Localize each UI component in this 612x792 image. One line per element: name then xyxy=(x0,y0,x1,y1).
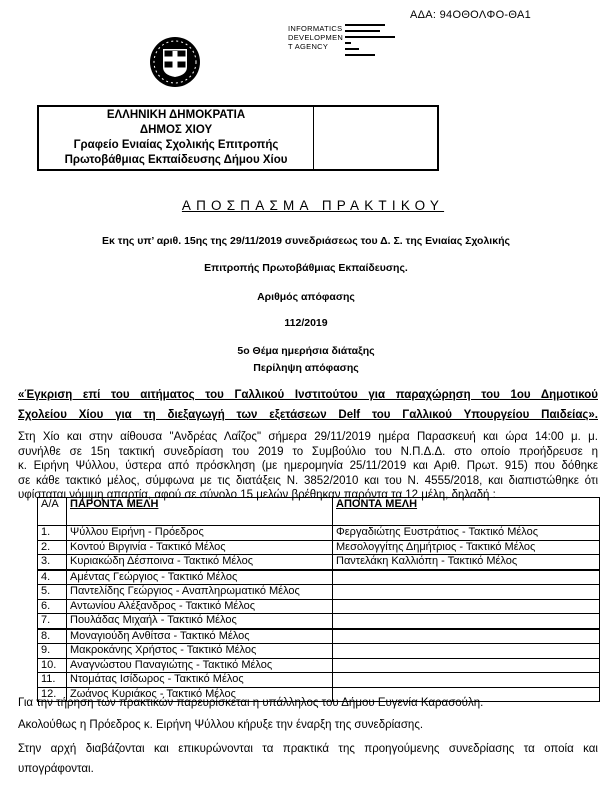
row-index: 12. xyxy=(38,687,67,702)
absent-member xyxy=(333,570,600,585)
absent-member: Παντελάκη Καλλιόπη - Τακτικό Μέλος xyxy=(333,555,600,570)
document-title: ΑΠΟΣΠΑΣΜΑ ΠΡΑΚΤΙΚΟΥ xyxy=(181,198,445,213)
column-header-index: Α/Α xyxy=(38,498,67,526)
row-index: 1. xyxy=(38,526,67,541)
stamp-line: T AGENCY xyxy=(288,42,329,51)
row-index: 2. xyxy=(38,540,67,555)
stamp-line: DEVELOPMEN xyxy=(288,33,344,42)
issuer-block xyxy=(39,107,314,169)
absent-member xyxy=(333,644,600,659)
absent-member: Μεσολογγίτης Δημήτριος - Τακτικό Μέλος xyxy=(333,540,600,555)
table-row xyxy=(38,644,600,659)
present-member: Μακροκάνης Χρήστος - Τακτικό Μέλος xyxy=(67,644,333,659)
closing-line-1: Για την τήρηση των πρακτικών παρευρίσκεται η υπάλληλος του Δήμου Ευγενία Καρασούλη. xyxy=(18,697,484,709)
present-member: Κυριακώδη Δέσποινα - Τακτικό Μέλος xyxy=(67,555,333,570)
meeting-line-2: Επιτροπής Πρωτοβάθμιας Εκπαίδευσης. xyxy=(204,262,408,274)
table-row xyxy=(38,555,600,570)
row-index: 5. xyxy=(38,585,67,600)
row-index: 6. xyxy=(38,599,67,614)
paragraph-line: σε κάθε τακτικό μέλος, σύμφωνα με τις διατάξεις Ν. 3852/2010 και του Ν. 4555/2018, και διαπιστώθηκε ότι xyxy=(18,475,598,487)
absent-member xyxy=(333,658,600,673)
absent-member: Φεργαδιώτης Ευστράτιος - Τακτικό Μέλος xyxy=(333,526,600,541)
ada-code: ΑΔΑ: 94ΟΘΟΛΦΟ-ΘΑ1 xyxy=(410,9,532,21)
absent-member xyxy=(333,585,600,600)
summary-label: Περίληψη απόφασης xyxy=(253,362,359,374)
table-header-row xyxy=(38,498,600,526)
present-member: Ψύλλου Ειρήνη - Πρόεδρος xyxy=(67,526,333,541)
meeting-line-1: Εκ της υπ’ αριθ. 15ης της 29/11/2019 συνεδριάσεως του Δ. Σ. της Ενιαίας Σχολικής xyxy=(102,235,510,247)
decision-number: 112/2019 xyxy=(284,317,328,329)
digital-signature-stamp xyxy=(288,24,343,51)
issuer-line: ΕΛΛΗΝΙΚΗ ΔΗΜΟΚΡΑΤΙΑ xyxy=(106,109,246,121)
present-member: Αναγνώστου Παναγιώτης - Τακτικό Μέλος xyxy=(67,658,333,673)
subject-line-1: «Έγκριση επί του αιτήματος του Γαλλικού Ινστιτούτου για παραχώρηση του 1ου Δημοτικού xyxy=(18,389,598,401)
closing-line-4: υπογράφονται. xyxy=(18,763,94,775)
table-row xyxy=(38,614,600,629)
table-row xyxy=(38,629,600,644)
paragraph-line: Στη Χίο και στην αίθουσα "Ανδρέας Λαΐζος" σήμερα 29/11/2019 ημέρα Παρασκευή και ώρα 14:00 μ. μ. xyxy=(18,431,598,443)
present-member: Μοναγιούδη Ανθίτσα - Τακτικό Μέλος xyxy=(67,629,333,644)
table-row xyxy=(38,526,600,541)
row-index: 11. xyxy=(38,673,67,688)
row-index: 3. xyxy=(38,555,67,570)
table-row xyxy=(38,585,600,600)
row-index: 9. xyxy=(38,644,67,659)
stamp-line: INFORMATICS xyxy=(288,24,343,33)
table-row xyxy=(38,540,600,555)
paragraph-line: κ. Ειρήνη Ψύλλου, ύστερα από πρόσκληση (με ημερομηνία 25/11/2019 και Αριθ. Πρωτ. 915) που δόθηκε xyxy=(18,460,598,472)
members-table xyxy=(37,497,600,702)
row-index: 10. xyxy=(38,658,67,673)
signature-details-icon xyxy=(345,24,400,69)
row-index: 7. xyxy=(38,614,67,629)
present-member: Αντωνίου Αλέξανδρος - Τακτικό Μέλος xyxy=(67,599,333,614)
present-member: Πουλάδας Μιχαήλ - Τακτικό Μέλος xyxy=(67,614,333,629)
column-header-absent: ΑΠΟΝΤΑ ΜΕΛΗ xyxy=(333,498,600,526)
present-member: Ζωάνος Κυριάκος - Τακτικό Μέλος xyxy=(67,687,333,702)
present-member: Κοντού Βιργινία - Τακτικό Μέλος xyxy=(67,540,333,555)
table-row xyxy=(38,570,600,585)
issuer-line: ΔΗΜΟΣ ΧΙΟΥ xyxy=(139,124,213,136)
paragraph-line: συνήλθε σε 15η τακτική συνεδρίαση του 2019 το Συμβούλιο του Ν.Π.Δ.Δ. στο οποίο προήδρευσε η xyxy=(18,446,598,458)
subject-line-2: Σχολείου Χίου για τη διεξαγωγή των εξετάσεων Delf του Γαλλικού Υπουργείου Παιδείας». xyxy=(18,409,598,421)
greek-emblem-icon xyxy=(148,35,202,89)
absent-member xyxy=(333,629,600,644)
column-header-present: ΠΑΡΟΝΤΑ ΜΕΛΗ xyxy=(67,498,333,526)
present-member: Αμέντας Γεώργιος - Τακτικό Μέλος xyxy=(67,570,333,585)
decision-label: Αριθμός απόφασης xyxy=(257,291,355,303)
table-row xyxy=(38,658,600,673)
agenda-item: 5ο Θέμα ημερήσια διάταξης xyxy=(237,345,375,357)
header-box xyxy=(37,105,439,171)
closing-line-3: Στην αρχή διαβάζονται και επικυρώνονται τα πρακτικά της προηγούμενης συνεδρίασης τα οποία και xyxy=(18,743,598,755)
table-row xyxy=(38,673,600,688)
paragraph-line: υφίσταται νόμιμη απαρτία, αφού σε σύνολο 15 μελών βρέθηκαν παρόντα τα 12 μέλη, δηλαδή : xyxy=(18,489,496,501)
absent-member xyxy=(333,614,600,629)
row-index: 4. xyxy=(38,570,67,585)
issuer-line: Πρωτοβάθμιας Εκπαίδευσης Δήμου Χίου xyxy=(64,154,288,166)
present-member: Παντελίδης Γεώργιος - Αναπληρωματικό Μέλος xyxy=(67,585,333,600)
row-index: 8. xyxy=(38,629,67,644)
closing-line-2: Ακολούθως η Πρόεδρος κ. Ειρήνη Ψύλλου κήρυξε την έναρξη της συνεδρίασης. xyxy=(18,719,424,731)
present-member: Ντομάτας Ισίδωρος - Τακτικό Μέλος xyxy=(67,673,333,688)
issuer-line: Γραφείο Ενιαίας Σχολικής Επιτροπής xyxy=(73,139,279,151)
absent-member xyxy=(333,599,600,614)
table-row xyxy=(38,599,600,614)
absent-member xyxy=(333,673,600,688)
